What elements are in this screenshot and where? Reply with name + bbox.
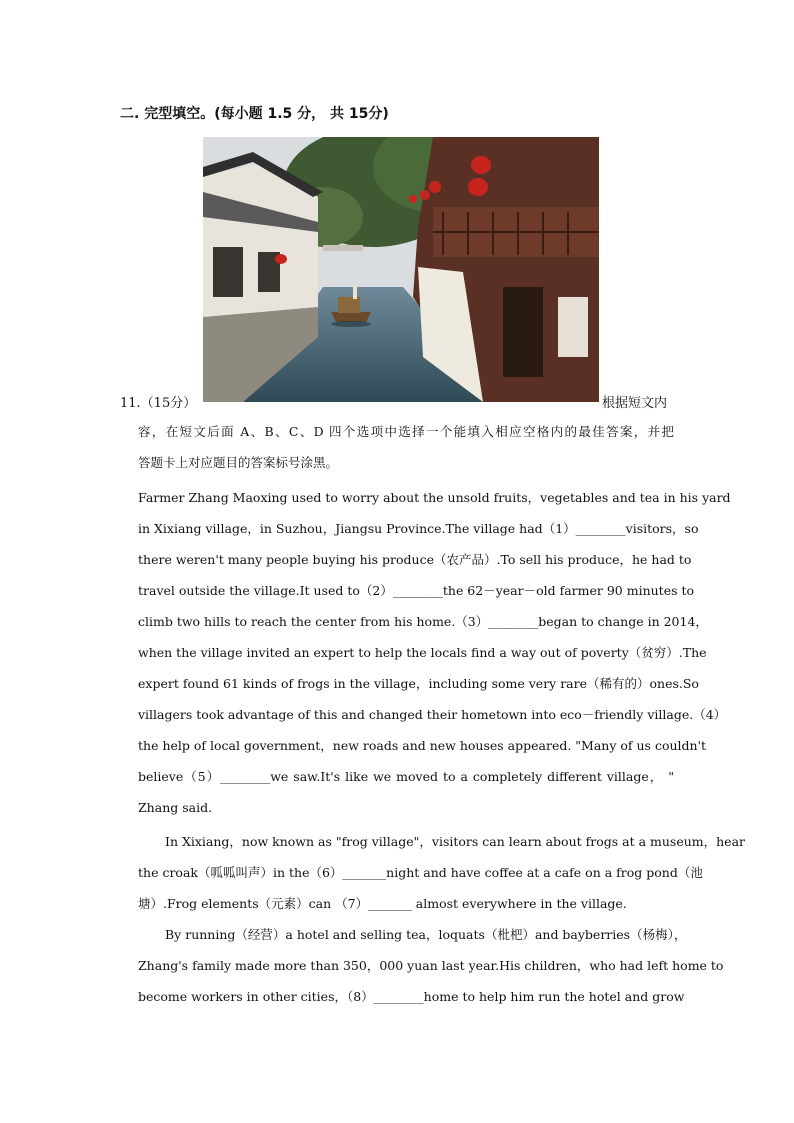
passage-line: expert found 61 kinds of frogs in the village，including some very rare（稀有的）ones.So [138, 676, 699, 691]
passage-line: climb two hills to reach the center from his home.（3）________began to change in 2014， [138, 614, 708, 629]
passage-line: Zhang said. [138, 800, 213, 815]
passage-line: travel outside the village.It used to（2）________the 62－year－old farmer 90 minutes to [138, 583, 695, 598]
passage-line: By running（经营）a hotel and selling tea，loquats（枇杷）and bayberries（杨梅）， [165, 927, 687, 942]
instruction-line: 容，在短文后面 A、B、C、D 四个选项中选择一个能填入相应空格内的最佳答案，并把 [138, 424, 674, 439]
passage-line: when the village invited an expert to help the locals find a way out of poverty（贫穷）.The [138, 645, 707, 660]
passage-line: in Xixiang village，in Suzhou，Jiangsu Province.The village had（1）________visitors，so [138, 521, 699, 536]
instruction-tail: 根据短文内 [602, 396, 668, 411]
section-title: 二. 完型填空。(每小题 1.5 分， 共 15分) [120, 106, 389, 122]
passage-line: there weren't many people buying his produce（农产品）.To sell his produce，he had to [138, 552, 692, 567]
passage-line: 塘）.Frog elements（元素）can （7）_______ almost everywhere in the village. [138, 896, 627, 911]
passage-paragraph-1 [138, 482, 731, 823]
instruction [138, 416, 674, 478]
passage-line: Farmer Zhang Maoxing used to worry about the unsold fruits，vegetables and tea in his yard [138, 490, 731, 505]
passage-line: believe（5）________we saw.It's like we moved to a completely different village， " [138, 769, 674, 784]
passage-line: the help of local government，new roads and new houses appeared. "Many of us couldn't [138, 738, 707, 753]
passage-line: the croak（呱呱叫声）in the（6）_______night and have coffee at a cafe on a frog pond（池 [138, 865, 703, 880]
passage-line: villagers took advantage of this and changed their hometown into eco－friendly village.（4） [138, 707, 727, 722]
passage-line: In Xixiang，now known as "frog village"，visitors can learn about frogs at a museum，hear [165, 834, 746, 849]
canal-village-photo [203, 137, 599, 402]
question-number: 11.（15分） [120, 396, 197, 411]
instruction-line: 答题卡上对应题目的答案标号涂黑。 [138, 455, 339, 470]
passage-paragraph-2 [138, 826, 746, 919]
passage-paragraph-3 [138, 919, 724, 1012]
passage-line: Zhang's family made more than 350，000 yuan last year.His children，who had left home to [138, 958, 724, 973]
passage-line: become workers in other cities，（8）________home to help him run the hotel and grow [138, 989, 685, 1004]
